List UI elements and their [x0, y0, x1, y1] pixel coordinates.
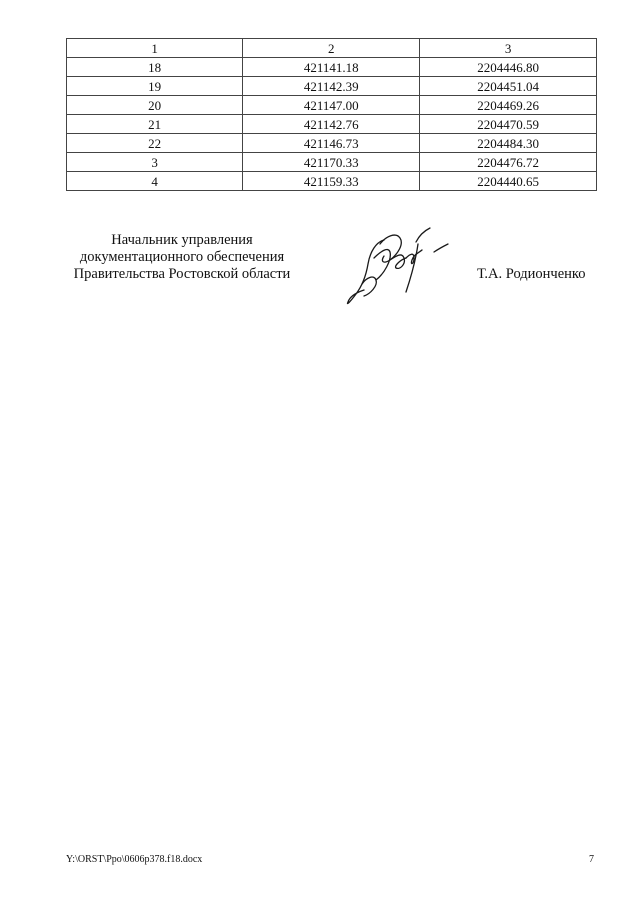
y-coordinate-cell: 2204476.72	[420, 153, 597, 172]
point-number-cell: 22	[67, 134, 243, 153]
handwritten-signature	[340, 222, 455, 314]
signer-name: Т.А. Родионченко	[477, 266, 586, 282]
table-row	[67, 115, 597, 134]
table-row	[67, 134, 597, 153]
header-cell: 2	[243, 39, 420, 58]
coordinates-table	[66, 38, 597, 191]
x-coordinate-cell: 421170.33	[243, 153, 420, 172]
x-coordinate-cell: 421142.39	[243, 77, 420, 96]
x-coordinate-cell: 421159.33	[243, 172, 420, 191]
x-coordinate-cell: 421146.73	[243, 134, 420, 153]
y-coordinate-cell: 2204469.26	[420, 96, 597, 115]
position-line: документационного обеспечения	[79, 249, 285, 265]
y-coordinate-cell: 2204470.59	[420, 115, 597, 134]
header-cell: 3	[420, 39, 597, 58]
header-cell: 1	[67, 39, 243, 58]
table-header-row	[67, 39, 597, 58]
point-number-cell: 21	[67, 115, 243, 134]
signatory-position	[66, 232, 298, 283]
x-coordinate-cell: 421142.76	[243, 115, 420, 134]
point-number-cell: 4	[67, 172, 243, 191]
y-coordinate-cell: 2204440.65	[420, 172, 597, 191]
point-number-cell: 20	[67, 96, 243, 115]
footer-file-path: Y:\ORST\Ppo\0606p378.f18.docx	[66, 854, 203, 865]
page-number: 7	[589, 854, 594, 865]
position-line: Начальник управления	[111, 232, 253, 248]
point-number-cell: 19	[67, 77, 243, 96]
y-coordinate-cell: 2204446.80	[420, 58, 597, 77]
x-coordinate-cell: 421141.18	[243, 58, 420, 77]
table-row	[67, 58, 597, 77]
table-row	[67, 153, 597, 172]
table-row	[67, 96, 597, 115]
position-line: Правительства Ростовской области	[73, 266, 291, 282]
x-coordinate-cell: 421147.00	[243, 96, 420, 115]
table-row	[67, 77, 597, 96]
y-coordinate-cell: 2204484.30	[420, 134, 597, 153]
point-number-cell: 18	[67, 58, 243, 77]
table-row	[67, 172, 597, 191]
point-number-cell: 3	[67, 153, 243, 172]
y-coordinate-cell: 2204451.04	[420, 77, 597, 96]
